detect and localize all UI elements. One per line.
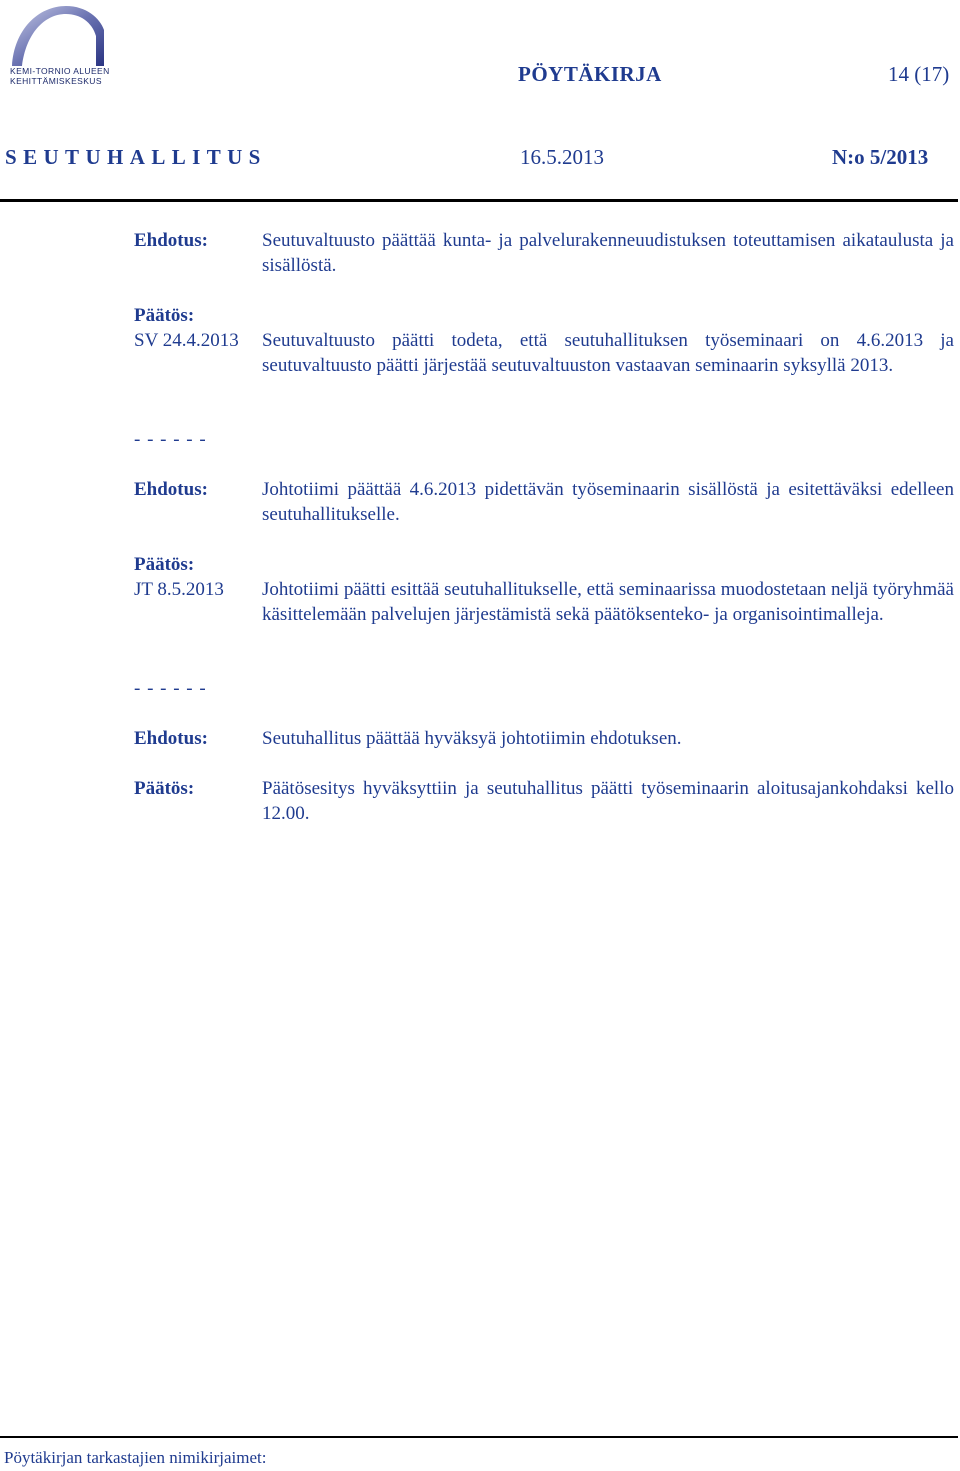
decision-reference: SV 24.4.2013 [134,330,239,351]
decision-reference: JT 8.5.2013 [134,579,224,600]
proposal-text: Johtotiimi päättää 4.6.2013 pidettävän työseminaarin sisällöstä ja esitettäväksi edelleen seutuhallitukselle. [262,479,954,525]
header-divider [0,199,958,202]
arch-logo-icon [8,2,108,68]
meeting-number: N:o 5/2013 [832,145,929,169]
logo-text-line1: KEMI-TORNIO ALUEEN [10,66,110,76]
section-separator: - - - - - - [134,429,207,450]
section-separator: - - - - - - [134,678,207,699]
page-number: 14 (17) [888,62,950,86]
organization-name: SEUTUHALLITUS [5,145,267,169]
organization-logo [8,2,108,88]
decision-label: Päätös: [134,554,195,575]
proposal-label: Ehdotus: [134,230,208,251]
proposal-text: Seutuvaltuusto päättää kunta- ja palvelurakenneuudistuksen toteuttamisen aikataulusta ja sisällöstä. [262,230,954,276]
decision-text: Johtotiimi päätti esittää seutuhallitukselle, että seminaarissa muodostetaan neljä työryhmää käsittelemään palvelujen järjestämistä sekä päätöksenteko- ja organisointimalleja. [262,579,954,625]
proposal-text: Seutuhallitus päättää hyväksyä johtotiimin ehdotuksen. [262,728,682,749]
proposal-label: Ehdotus: [134,728,208,749]
decision-label: Päätös: [134,305,195,326]
logo-text-line2: KEHITTÄMISKESKUS [10,76,102,86]
proposal-label: Ehdotus: [134,479,208,500]
decision-text: Seutuvaltuusto päätti todeta, että seutuhallituksen työseminaari on 4.6.2013 ja seutuvaltuusto päätti järjestää seutuvaltuuston vastaavan seminaarin syksyllä 2013. [262,330,954,376]
decision-text: Päätösesitys hyväksyttiin ja seutuhallitus päätti työseminaarin aloitusajankohdaksi kello 12.00. [262,778,954,824]
meeting-date: 16.5.2013 [520,145,604,169]
footer-divider [0,1436,958,1438]
decision-label: Päätös: [134,778,195,799]
footer-initials-label: Pöytäkirjan tarkastajien nimikirjaimet: [4,1448,267,1467]
document-type: PÖYTÄKIRJA [518,62,662,86]
